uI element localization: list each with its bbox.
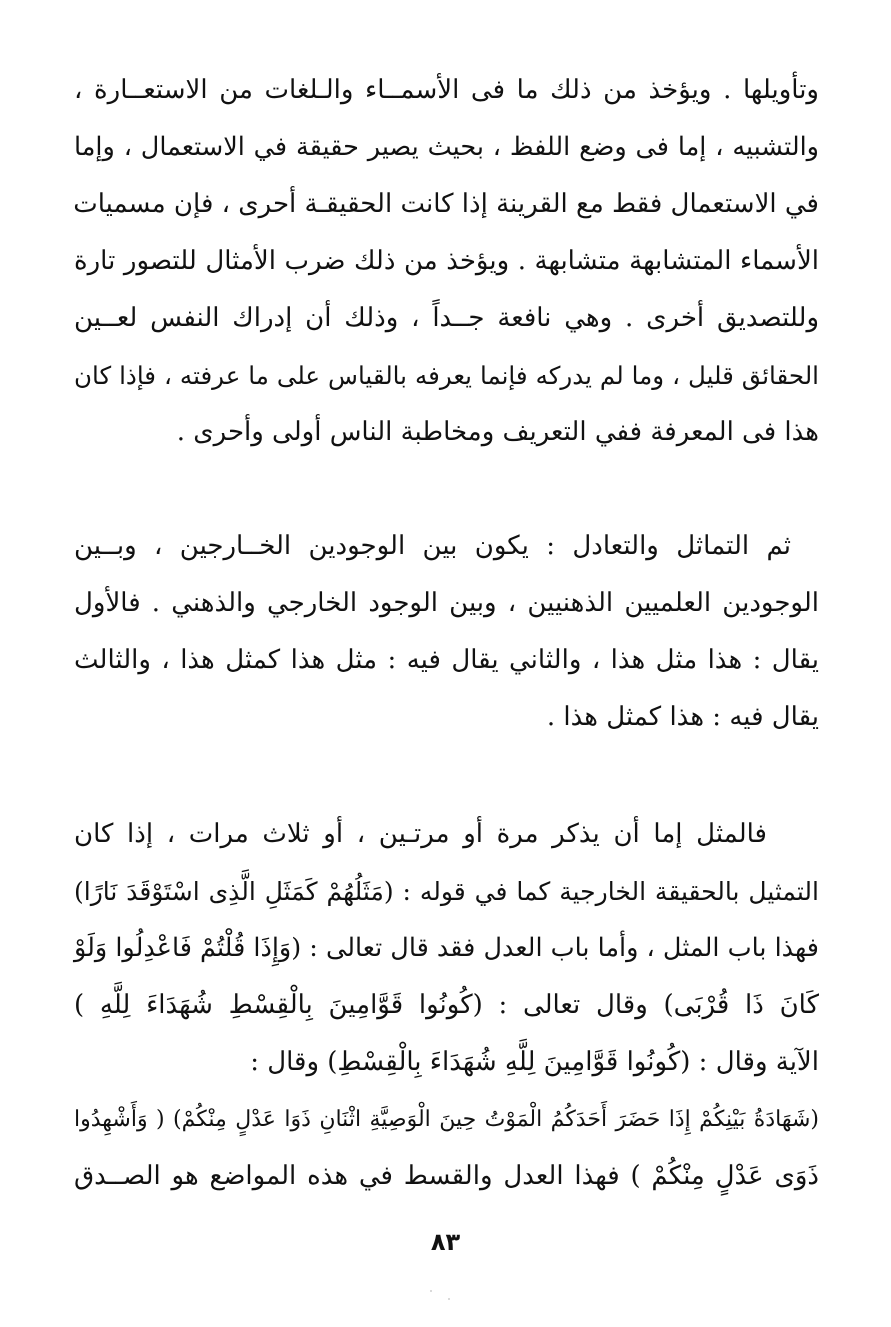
text-line: فهذا باب المثل ، وأما باب العدل فقد قال تعالى : (وَإِذَا قُلْتُمْ فَاعْدِلُوا وَلَوْ bbox=[73, 933, 819, 963]
text-line: الآية وقال : (كُونُوا قَوَّامِينَ لِلَّهِ شُهَدَاءَ بِالْقِسْطِ) وقال : bbox=[250, 1047, 819, 1077]
text-line: يقال : هذا مثل هذا ، والثاني يقال فيه : مثل هذا كمثل هذا ، والثالث bbox=[74, 645, 819, 675]
text-line: والتشبيه ، إما فى وضع اللفظ ، بحيث يصير حقيقة في الاستعمال ، وإما bbox=[74, 132, 819, 162]
scan-speck bbox=[430, 1290, 432, 1292]
text-line: هذا فى المعرفة ففي التعريف ومخاطبة الناس أولى وأحرى . bbox=[176, 417, 819, 447]
page-body bbox=[74, 62, 819, 1205]
text-line: وتأويلها . ويؤخذ من ذلك ما فى الأسمــاء والـلغات من الاستعــارة ، bbox=[74, 75, 819, 105]
text-line: وللتصديق أخرى . وهي نافعة جــداً ، وذلك أن إدراك النفس لعــين bbox=[74, 303, 819, 333]
text-line: في الاستعمال فقط مع القرينة إذا كانت الحقيقـة أحرى ، فإن مسميات bbox=[73, 189, 819, 219]
text-line: ذَوَى عَدْلٍ مِنْكُمْ ) فهذا العدل والقسط في هذه المواضع هو الصــدق bbox=[74, 1161, 819, 1191]
scan-speck bbox=[448, 1298, 450, 1300]
paragraph-2 bbox=[74, 518, 819, 746]
text-line: فالمثل إما أن يذكر مرة أو مرتـين ، أو ثلاث مرات ، إذا كان bbox=[74, 819, 767, 849]
text-line: الوجودين العلميين الذهنيين ، وبين الوجود الخارجي والذهني . فالأول bbox=[74, 588, 819, 618]
text-line: ثم التماثل والتعادل : يكون بين الوجودين الخــارجين ، وبــين bbox=[74, 531, 791, 561]
page-number: ٨٣ bbox=[430, 1228, 461, 1256]
text-line: يقال فيه : هذا كمثل هذا . bbox=[546, 702, 819, 732]
text-line: الأسماء المتشابهة متشابهة . ويؤخذ من ذلك ضرب الأمثال للتصور تارة bbox=[74, 246, 819, 276]
text-line: الحقائق قليل ، وما لم يدركه فإنما يعرفه بالقياس على ما عرفته ، فإذا كان bbox=[74, 361, 819, 390]
paragraph-1 bbox=[74, 62, 819, 461]
paragraph-3 bbox=[74, 806, 819, 1205]
text-line: التمثيل بالحقيقة الخارجية كما في قوله : (مَثَلُهُمْ كَمَثَلِ الَّذِى اسْتَوْقَدَ نَارًا) bbox=[74, 877, 819, 906]
text-line: كَانَ ذَا قُرْبَى) وقال تعالى : (كُونُوا قَوَّامِينَ بِالْقِسْطِ شُهَدَاءَ لِلَّهِ ) bbox=[74, 990, 819, 1020]
text-line: (شَهَادَةُ بَيْنِكُمْ إِذَا حَضَرَ أَحَدَكُمُ الْمَوْتُ حِينَ الْوَصِيَّةِ اثْنَانِ ذَوَا عَدْلٍ مِنْكُمْ) ( وَأَشْهِدُوا bbox=[74, 1107, 819, 1132]
